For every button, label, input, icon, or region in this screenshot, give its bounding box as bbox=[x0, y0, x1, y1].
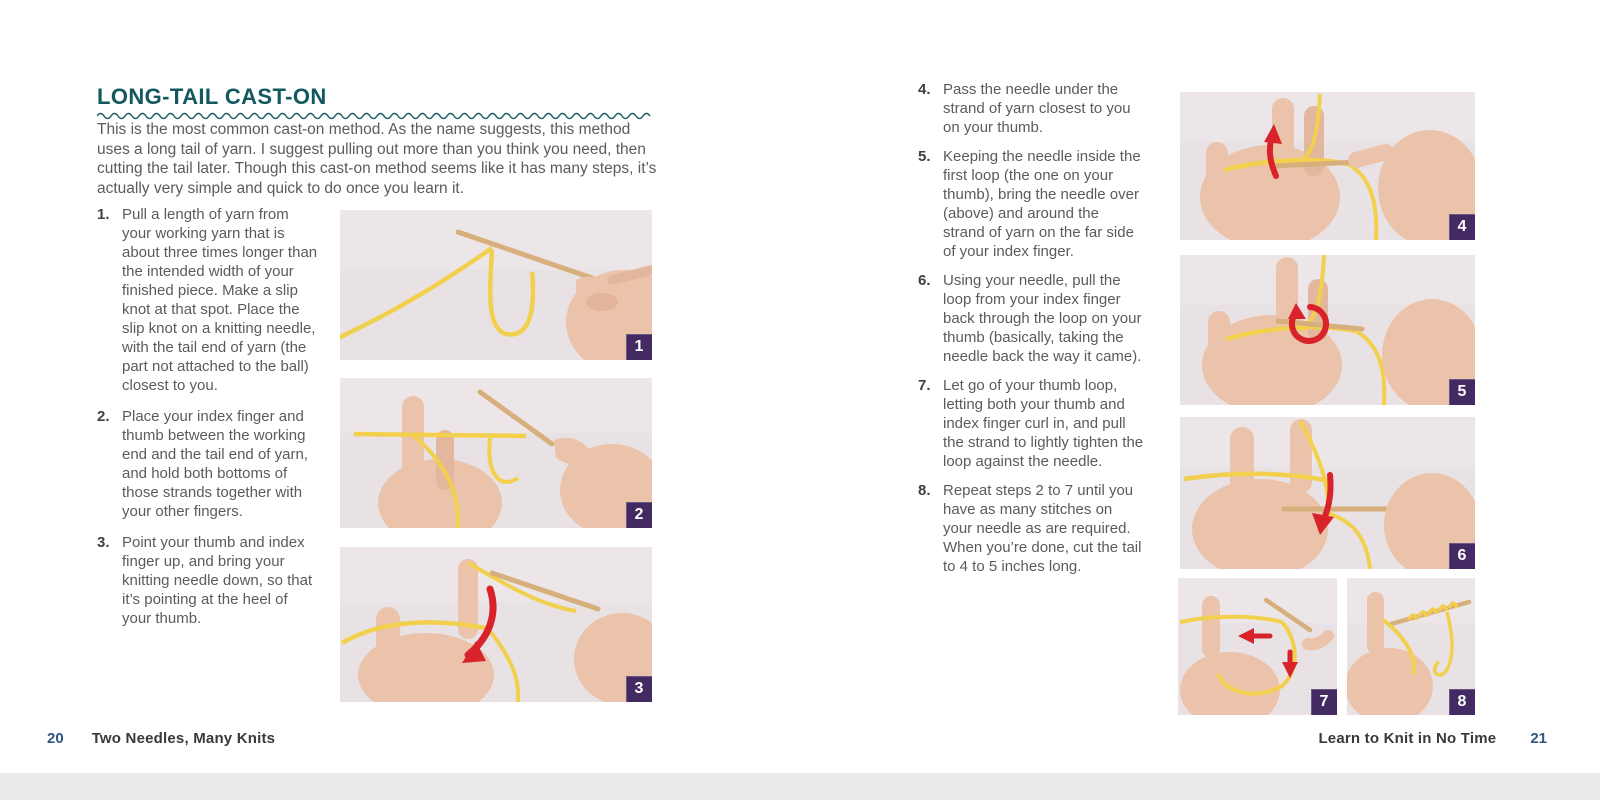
page-number-left: 20 bbox=[47, 730, 64, 747]
step-text: Point your thumb and index finger up, and bring your knitting needle down, so that it’s pointing at the heel of your thumb. bbox=[122, 534, 313, 627]
photo-number-badge: 8 bbox=[1449, 689, 1475, 715]
step-number: 6. bbox=[918, 272, 931, 289]
step-item-5 bbox=[918, 147, 1144, 261]
step-number: 1. bbox=[97, 206, 110, 223]
footer-book-title: Learn to Knit in No Time bbox=[1318, 730, 1497, 747]
photo-number-badge: 5 bbox=[1449, 379, 1475, 405]
photo-number-badge: 1 bbox=[626, 334, 652, 360]
step-number: 3. bbox=[97, 534, 110, 551]
step-item-2 bbox=[97, 407, 319, 521]
step-text: Place your index finger and thumb between the working end and the tail end of yarn, and hold both bottoms of those strands together with your other fingers. bbox=[122, 408, 308, 520]
intro-paragraph: This is the most common cast-on method. As the name suggests, this method uses a long tail of yarn. I suggest pulling out more than you think you need, then cutting the tail later. Though this cast-on method seems like it has many steps, it’s actually very simple and quick to do once you learn it. bbox=[97, 121, 657, 197]
step-text: Let go of your thumb loop, letting both your thumb and index finger curl in, and pull the strand to lightly tighten the loop against the needle. bbox=[943, 377, 1144, 470]
step-number: 2. bbox=[97, 408, 110, 425]
photo-number-badge: 7 bbox=[1311, 689, 1337, 715]
page-number-right: 21 bbox=[1530, 730, 1547, 747]
step-item-8 bbox=[918, 481, 1144, 576]
photo-number-badge: 3 bbox=[626, 676, 652, 702]
step-item-6 bbox=[918, 271, 1144, 366]
step-item-7 bbox=[918, 376, 1144, 471]
step-text: Keeping the needle inside the first loop (the one on your thumb), bring the needle over (above) and around the strand of yarn on the far side of your index finger. bbox=[943, 148, 1141, 260]
step-text: Pull a length of yarn from your working yarn that is about three times longer than the intended width of your finished piece. Make a slip knot at that spot. Place the slip knot on a knitting needle, with the tail end of yarn (the part not attached to the ball) closest to you. bbox=[122, 206, 318, 394]
step-text: Pass the needle under the strand of yarn closest to you on your thumb. bbox=[943, 81, 1131, 136]
footer-section-title: Two Needles, Many Knits bbox=[91, 730, 276, 747]
wavy-divider bbox=[97, 108, 653, 120]
step-photo-4 bbox=[1180, 92, 1475, 240]
step-item-1 bbox=[97, 205, 319, 395]
steps-list-left bbox=[97, 205, 319, 640]
footer-left bbox=[47, 730, 275, 747]
step-item-4 bbox=[918, 80, 1144, 137]
step-number: 8. bbox=[918, 482, 931, 499]
step-text: Repeat steps 2 to 7 until you have as many stitches on your needle as are required. When you’re done, cut the tail to 4 to 5 inches long. bbox=[943, 482, 1142, 575]
photo-number-badge: 4 bbox=[1449, 214, 1475, 240]
step-photo-7 bbox=[1178, 578, 1337, 715]
step-number: 5. bbox=[918, 148, 931, 165]
photo-edge-strip bbox=[0, 773, 1600, 800]
page-title: LONG-TAIL CAST-ON bbox=[97, 84, 327, 109]
step-photo-6 bbox=[1180, 417, 1475, 569]
step-photo-8 bbox=[1347, 578, 1475, 715]
footer-right bbox=[1318, 730, 1547, 747]
step-text: Using your needle, pull the loop from your index finger back through the loop on your thumb (basically, taking the needle back the way it came). bbox=[943, 272, 1142, 365]
step-photo-1 bbox=[340, 210, 652, 360]
steps-list-right bbox=[918, 80, 1144, 586]
photo-number-badge: 6 bbox=[1449, 543, 1475, 569]
step-number: 7. bbox=[918, 377, 931, 394]
step-photo-3 bbox=[340, 547, 652, 702]
step-photo-5 bbox=[1180, 255, 1475, 405]
step-photo-2 bbox=[340, 378, 652, 528]
step-number: 4. bbox=[918, 81, 931, 98]
step-item-3 bbox=[97, 533, 319, 628]
photo-number-badge: 2 bbox=[626, 502, 652, 528]
